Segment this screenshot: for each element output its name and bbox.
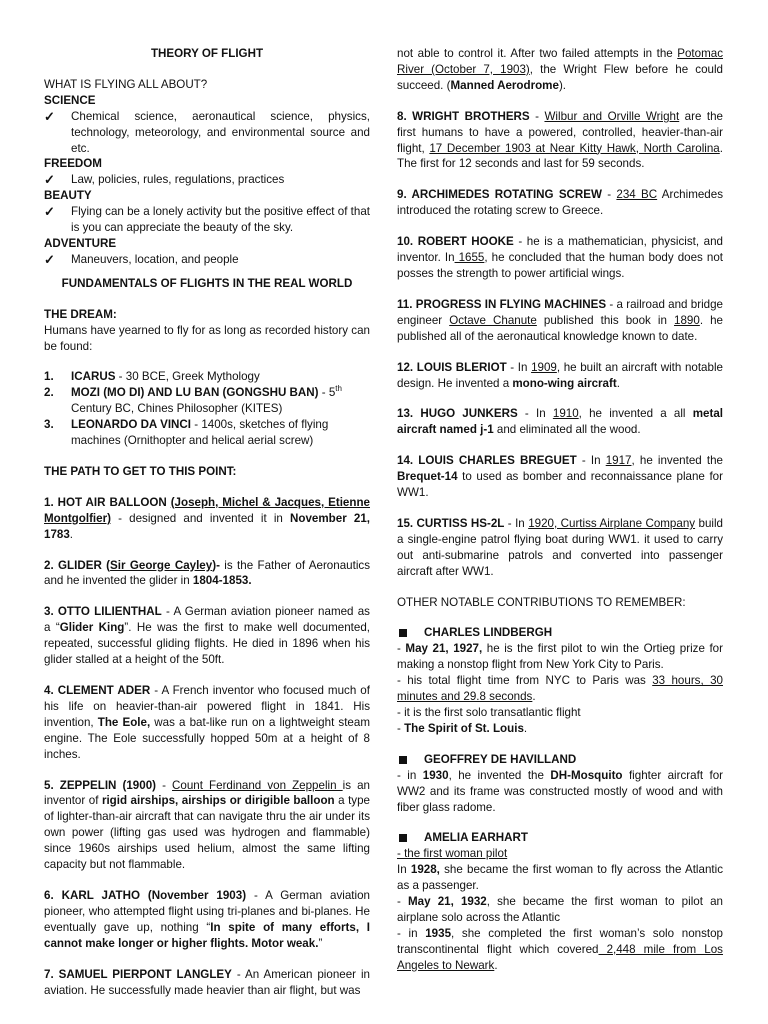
bold-text: SCIENCE	[44, 93, 96, 107]
bold-text: 1930	[422, 768, 449, 782]
paragraph	[397, 187, 723, 219]
text-run: , she became the first woman to pilot an airplane solo across the Atlantic	[397, 895, 723, 924]
text-run: CHARLES LINDBERGH	[424, 626, 553, 640]
checklist-text	[71, 204, 370, 236]
paragraph	[397, 768, 723, 816]
spacer	[397, 172, 723, 187]
spacer	[397, 438, 723, 453]
bold-text: FUNDAMENTALS OF FLIGHTS IN THE REAL WORLD	[61, 276, 353, 290]
text-run: she became the first woman to fly across the Atlantic as a passenger.	[397, 863, 724, 893]
underlined-text: 17 December 1903 at Near Kitty Hawk, North Carolina	[429, 141, 720, 155]
text-run: , he invented the	[631, 454, 724, 468]
paragraph	[44, 888, 370, 952]
text-run: Century BC, Chines Philosopher (KITES)	[71, 402, 283, 416]
paragraph	[397, 721, 723, 737]
paragraph	[397, 297, 723, 345]
bold-text: 7. SAMUEL PIERPONT LANGLEY	[44, 967, 232, 981]
text-run: In	[397, 863, 411, 877]
bold-text: LEONARDO DA VINCI	[71, 418, 192, 432]
underlined-text: - the first woman pilot	[397, 847, 508, 861]
text-run: -	[601, 188, 617, 202]
text-run: - he is a mathematician, physicist, and inventor. In	[397, 235, 724, 265]
spacer	[44, 668, 370, 683]
bold-text: THEORY OF FLIGHT	[150, 47, 264, 60]
bold-text: 1804-1853.	[192, 574, 252, 588]
paragraph	[397, 46, 723, 94]
text-run: - a railroad and bridge engineer	[397, 297, 723, 327]
text-run: - In	[517, 407, 553, 421]
underlined-text: 1920, Curtiss Airplane Company	[528, 516, 696, 530]
bullet-heading-text	[424, 625, 552, 641]
text-run: WHAT IS FLYING ALL ABOUT?	[44, 77, 208, 91]
text-run: - A German aviation pioneer named as a “	[44, 605, 370, 635]
paragraph	[44, 495, 370, 543]
paragraph	[44, 967, 370, 999]
bold-text: Glider King	[59, 621, 125, 635]
underlined-text: 1890	[674, 313, 700, 327]
paragraph	[397, 234, 723, 282]
text-run: he is the first pilot to win the Ortieg prize for making a nonstop flight from New York City to Paris.	[397, 642, 723, 672]
paragraph	[44, 683, 370, 763]
checkmark-icon: ✓	[44, 108, 55, 124]
right-column	[397, 46, 723, 974]
bold-text: 11. PROGRESS IN FLYING MACHINES	[397, 297, 607, 311]
text-run: . The first for 12 seconds and last for 59 seconds.	[397, 141, 723, 171]
spacer	[397, 580, 723, 595]
paragraph	[44, 604, 370, 668]
text-run: a type of lighter-than-air aircraft that can navigate thru the air under its own power (lifting gas used was hydrogen and flammable) since 1960s airships used helium, almost the same lifting capacity but not flammable.	[44, 794, 370, 872]
paragraph	[397, 453, 723, 501]
bold-text: 8. WRIGHT BROTHERS	[397, 109, 530, 123]
numbered-item-text	[71, 417, 370, 449]
spacer	[397, 345, 723, 360]
bold-text: 2. GLIDER (	[44, 558, 111, 572]
checklist-item	[44, 252, 370, 268]
text-run: are the first humans to have a powered, controlled, heavier-than-air flight,	[397, 109, 724, 155]
bold-text: In spite of many efforts, I cannot make longer or higher flights. Motor weak.	[44, 920, 370, 950]
bold-text: 1. HOT AIR BALLOON	[44, 495, 171, 509]
spacer	[44, 268, 370, 276]
text-run: , he built an aircraft with notable design. He invented a	[397, 360, 723, 390]
text-run: build a single-engine patrol flying boat during WW1. it used to carry out anti-submarine patrols and converted into passenger aircraft after WW1.	[397, 516, 724, 578]
bold-text: May 21, 1927,	[405, 642, 483, 656]
text-run: - A French inventor who focused much of his life on heavier-than-air powered flight in 1841. His invention,	[44, 684, 370, 729]
paragraph	[44, 778, 370, 873]
text-run: ).	[558, 78, 567, 92]
bold-text: 5. ZEPPELIN (1900)	[44, 778, 157, 792]
bold-text: DH-Mosquito	[550, 768, 623, 782]
paragraph	[397, 641, 723, 673]
text-run: - in	[397, 926, 426, 940]
text-run: - 5	[318, 386, 336, 400]
bullet-heading	[397, 830, 723, 846]
text-run: Flying can be a lonely activity but the positive effect of that is you can appreciate the beauty of the sky.	[71, 205, 370, 235]
bullet-heading-text	[424, 830, 528, 846]
text-run: - his total flight time from NYC to Paris was	[397, 674, 653, 688]
bold-text: metal aircraft named j-1	[397, 407, 723, 437]
bold-text: rigid airships, airships or dirigible balloon	[101, 794, 335, 808]
underlined-text: Octave Chanute	[449, 313, 537, 327]
paragraph	[397, 705, 723, 721]
bold-text: Brequet-14	[397, 470, 458, 484]
text-run: , he invented the	[448, 768, 551, 782]
spacer	[44, 62, 370, 77]
paragraph	[397, 673, 723, 705]
text-run: fighter aircraft for WW2 and its frame was constructed mostly of wood and with fiber glass radome.	[397, 768, 724, 814]
text-run: -	[156, 778, 173, 792]
text-run: .	[69, 527, 74, 541]
text-run: is an inventor of	[44, 778, 370, 808]
text-run: .	[494, 958, 498, 972]
bold-text: 9. ARCHIMEDES ROTATING SCREW	[397, 188, 602, 202]
bullet-heading	[397, 752, 723, 768]
paragraph	[397, 846, 723, 862]
text-run: Chemical science, aeronautical science, physics, technology, meteorology, and environmental source and etc.	[71, 109, 370, 155]
text-run: - In	[576, 454, 606, 468]
checkmark-icon: ✓	[44, 251, 55, 267]
text-run: .	[523, 721, 528, 735]
spacer	[44, 763, 370, 778]
text-run: OTHER NOTABLE CONTRIBUTIONS TO REMEMBER:	[397, 595, 686, 609]
checklist-item	[44, 204, 370, 236]
bold-text: 13. HUGO JUNKERS	[397, 407, 518, 421]
subheading	[44, 236, 370, 252]
spacer	[44, 354, 370, 369]
spacer	[44, 543, 370, 558]
text-run: th	[335, 384, 342, 394]
text-run: was a bat-like run on a lightweight steam engine. The Eole successfully hopped 50m at a height of 8 inches.	[44, 715, 370, 761]
paragraph	[397, 894, 723, 926]
bold-text: )-	[212, 558, 220, 572]
checkmark-icon: ✓	[44, 172, 55, 188]
spacer	[44, 292, 370, 307]
spacer	[397, 219, 723, 234]
bold-text: ICARUS	[71, 370, 116, 384]
bold-text: mono-wing aircraft	[512, 376, 617, 390]
paragraph	[397, 862, 723, 894]
spacer	[44, 480, 370, 495]
paragraph	[44, 558, 370, 590]
section-heading	[44, 464, 370, 480]
underlined-text: 1917	[605, 454, 632, 468]
paragraph	[397, 360, 723, 392]
paragraph	[397, 406, 723, 438]
subheading	[44, 93, 370, 109]
bold-text: 1935	[425, 926, 452, 940]
bold-text: The Spirit of St. Louis	[404, 721, 524, 735]
bold-text: FREEDOM	[44, 157, 102, 171]
text-run: -	[397, 721, 405, 735]
bold-text: Sir George Cayley	[110, 558, 213, 572]
text-run: -	[529, 109, 545, 123]
spacer	[44, 952, 370, 967]
left-column	[44, 46, 370, 998]
text-run: . he published all of the aeronautical knowledge known to date.	[397, 313, 723, 343]
bold-text: 3. OTTO LILIENTHAL	[44, 605, 162, 619]
list-number: 2.	[44, 386, 54, 400]
text-run: ”. He was the first to make well documented, repeated, successful gliding flights. He died in 1896 when his glider stalled at a height of the 50ft.	[44, 621, 370, 667]
spacer	[44, 873, 370, 888]
bold-text: 10. ROBERT HOOKE	[397, 235, 514, 249]
bold-text: Manned Aerodrome	[450, 78, 559, 92]
text-run: - In	[504, 516, 529, 530]
paragraph	[397, 926, 723, 974]
list-number: 3.	[44, 418, 54, 432]
text-run: - designed and invented it in	[110, 511, 291, 525]
numbered-item	[44, 369, 370, 385]
subheading	[44, 307, 370, 323]
underlined-text: 1655	[454, 251, 485, 265]
underlined-text: 33 hours, 30 minutes and 29.8 seconds	[397, 674, 723, 704]
bold-text: The Eole,	[97, 715, 151, 729]
section-heading	[44, 77, 370, 93]
spacer	[44, 449, 370, 464]
underlined-text: 1909	[531, 360, 557, 374]
spacer	[397, 737, 723, 752]
section-heading	[44, 276, 370, 292]
paragraph	[397, 109, 723, 173]
paragraph	[44, 323, 370, 355]
spacer	[397, 501, 723, 516]
spacer	[397, 815, 723, 830]
underlined-text: Count Ferdinand von Zeppelin	[172, 778, 343, 792]
subheading	[44, 188, 370, 204]
bullet-heading	[397, 625, 723, 641]
section-heading	[397, 595, 723, 611]
text-run: - it is the first solo transatlantic flight	[397, 706, 581, 719]
spacer	[397, 94, 723, 109]
spacer	[44, 589, 370, 604]
text-run: .	[532, 690, 536, 704]
numbered-item-text	[71, 369, 370, 385]
bold-text: THE DREAM:	[44, 307, 117, 321]
text-run: - In	[506, 360, 532, 374]
underlined-text: 2,448 mile from Los Angeles to Newark	[397, 942, 723, 972]
bold-text: May 21, 1932	[408, 895, 487, 909]
subheading	[44, 156, 370, 172]
text-run: - 30 BCE, Greek Mythology	[115, 370, 260, 384]
checkmark-icon: ✓	[44, 204, 55, 220]
text-run: , he concluded that the human body does not posses the strength to power artificial wings.	[397, 251, 724, 280]
text-run: ”	[318, 936, 323, 950]
bold-text: 1928,	[410, 863, 440, 877]
text-run: -	[397, 642, 406, 656]
bullet-heading-text	[424, 752, 576, 768]
text-run: , he invented a all	[578, 407, 693, 421]
text-run: Law, policies, rules, regulations, practices	[71, 173, 285, 187]
bold-text: MOZI (MO DI) AND LU BAN (GONGSHU BAN)	[71, 386, 319, 400]
bold-text: (Joseph, Michel & Jacques, Etienne Montgolfier)	[44, 495, 370, 525]
checklist-item	[44, 172, 370, 188]
text-run: - A German aviation pioneer, who attempted flight using tri-planes and bi-planes. He eventually gave up, nothing “	[44, 888, 370, 934]
underlined-text: 1910	[552, 407, 579, 421]
text-run: to used as bomber and reconnaissance plane for WW1.	[397, 470, 723, 500]
text-run: - 1400s, sketches of flying machines (Ornithopter and helical aerial screw)	[71, 418, 329, 448]
spacer	[397, 610, 723, 625]
text-run: not able to control it. After two failed attempts in the	[397, 47, 678, 60]
square-bullet-icon	[399, 834, 407, 842]
bold-text: 4. CLEMENT ADER	[44, 684, 151, 697]
square-bullet-icon	[399, 756, 407, 764]
bold-text: BEAUTY	[44, 189, 92, 203]
numbered-item-text	[71, 385, 370, 417]
text-run: GEOFFREY DE HAVILLAND	[424, 752, 577, 766]
bold-text: ADVENTURE	[44, 236, 117, 250]
text-run: - An American pioneer in aviation. He successfully made heavier than air flight, but was	[44, 967, 370, 997]
document-title	[44, 46, 370, 62]
bold-text: November 21, 1783	[44, 511, 370, 541]
text-run: Archimedes introduced the rotating screw to Greece.	[397, 188, 723, 218]
bold-text: 12. LOUIS BLERIOT	[397, 360, 507, 374]
square-bullet-icon	[399, 629, 407, 637]
list-number: 1.	[44, 370, 54, 384]
paragraph	[397, 516, 723, 580]
text-run: published this book in	[536, 313, 675, 327]
underlined-text: 234 BC	[616, 188, 658, 202]
text-run: and eliminated all the wood.	[493, 423, 641, 437]
text-run: Humans have yearned to fly for as long as recorded history can be found:	[44, 323, 370, 353]
checklist-item	[44, 109, 370, 157]
checklist-text	[71, 172, 370, 188]
bold-text: 6. KARL JATHO (November 1903)	[44, 888, 247, 902]
spacer	[397, 391, 723, 406]
underlined-text: Wilbur and Orville Wright	[544, 109, 680, 123]
checklist-text	[71, 109, 370, 157]
text-run: -	[397, 895, 408, 909]
bold-text: 14. LOUIS CHARLES BREGUET	[397, 454, 577, 468]
text-run: is the Father of Aeronautics and he invented the glider in	[44, 558, 370, 588]
text-run: .	[616, 376, 620, 390]
text-run: , the Wright Flew before he could succeed. (	[397, 62, 724, 92]
bold-text: THE PATH TO GET TO THIS POINT:	[44, 464, 237, 478]
text-run: , she completed the first woman’s solo nonstop transcontinental flight which covered	[397, 926, 723, 956]
checklist-text	[71, 252, 370, 268]
numbered-item	[44, 417, 370, 449]
spacer	[397, 282, 723, 297]
text-run: AMELIA EARHART	[424, 831, 528, 845]
text-run: Maneuvers, location, and people	[71, 252, 239, 266]
underlined-text: Potomac River (October 7, 1903)	[397, 47, 723, 76]
numbered-item	[44, 385, 370, 417]
bold-text: 15. CURTISS HS-2L	[397, 516, 505, 530]
text-run: - in	[397, 768, 423, 782]
